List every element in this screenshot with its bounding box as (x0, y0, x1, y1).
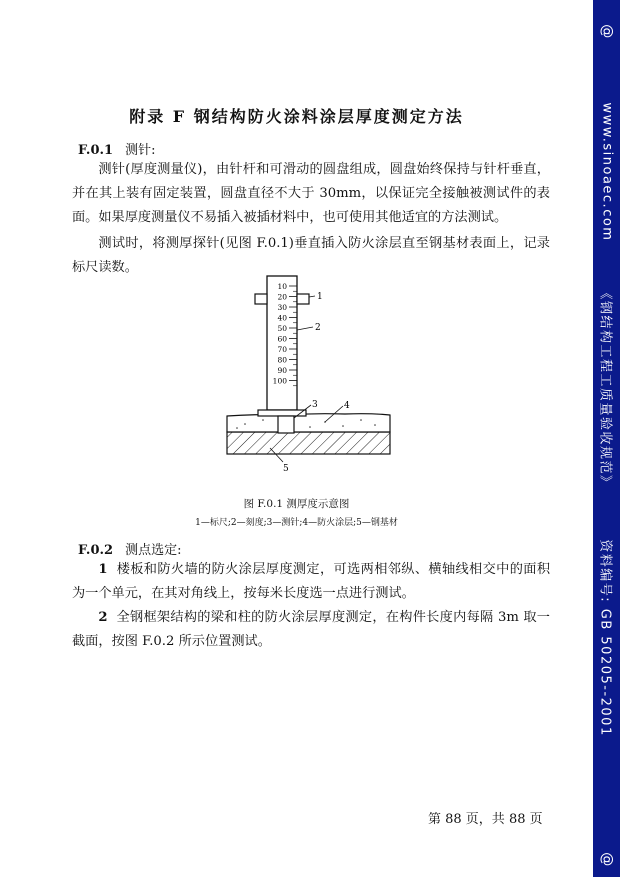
section-f01-number: F.0.1 (78, 143, 114, 158)
sliding-disc (258, 410, 306, 416)
gauge-clamp-left (255, 294, 267, 304)
gauge-clamp-right (297, 294, 309, 304)
section-f02-item-1 (72, 558, 550, 606)
steel-substrate (227, 432, 390, 454)
sidebar-at-bottom: @ (598, 852, 615, 868)
gauge-tick-label: 60 (277, 334, 287, 344)
section-f01-paragraph-2: 测试时，将测厚探针(见图 F.0.1)垂直插入防火涂层直至钢基材表面上，记录标尺读数。 (72, 236, 550, 275)
probe-needle (278, 416, 294, 433)
sidebar-website: www.sinoaec.com (599, 102, 614, 242)
section-f01-paragraph-1: 测针(厚度测量仪)，由针杆和可滑动的圆盘组成，圆盘始终保持与针杆垂直，并在其上装有固定装置，圆盘直径不大于 30mm，以保证完全接触被测试件的表面。如果厚度测量仪不易插入被插材料中，也可使用其他适宜的方法测试。 (72, 162, 550, 225)
figure-label-4: 4 (344, 401, 350, 411)
sidebar-at-top: @ (598, 24, 615, 40)
figure-legend: 1—标尺;2—刻度;3—测针;4—防火涂层;5—钢基材 (195, 518, 398, 528)
figure-caption: 图 F.0.1 测厚度示意图 (243, 498, 350, 510)
section-f01-heading (78, 139, 155, 158)
figure-label-3: 3 (312, 400, 318, 410)
section-f02-item-2 (72, 606, 550, 654)
item-1-text: 楼板和防火墙的防火涂层厚度测定，可选两相邻纵、横轴线相交中的面积为一个单元，在其对角线上，按每米长度选一点进行测试。 (72, 562, 551, 601)
thickness-gauge-diagram (215, 268, 395, 473)
gauge-tick-label: 100 (272, 376, 287, 386)
figure-label-2: 2 (315, 323, 321, 333)
page-footer: 第 88 页，共 88 页 (428, 812, 543, 827)
gauge-tick-label: 50 (277, 324, 287, 333)
gauge-tick-label: 80 (277, 355, 287, 365)
gauge-tick-label: 10 (277, 282, 287, 291)
fire-coating-layer (227, 414, 390, 432)
section-f02-number: F.0.2 (78, 543, 114, 558)
figure-label-5: 5 (283, 464, 289, 473)
gauge-tick-label: 90 (277, 366, 287, 375)
gauge-tick-label: 20 (277, 292, 287, 302)
item-1-number: 1 (98, 562, 108, 577)
section-f02-title: 测点选定: (125, 543, 182, 558)
section-f01-title: 测针: (125, 143, 156, 158)
page-title: 附录 F 钢结构防火涂料涂层厚度测定方法 (129, 107, 464, 126)
item-2-number: 2 (98, 610, 108, 625)
sidebar-book-title: 《钢结构工程工质量验收规范》 (597, 286, 612, 490)
sidebar-doc-number: 资料编号: GB 50205--2001 (597, 539, 612, 737)
figure-label-1: 1 (317, 292, 323, 302)
gauge-tick-label: 30 (277, 303, 287, 312)
section-f02-heading (78, 539, 181, 558)
gauge-tick-label: 70 (277, 345, 287, 354)
gauge-tick-label: 40 (277, 313, 287, 323)
item-2-text: 全钢框架结构的梁和柱的防火涂层厚度测定，在构件长度内每隔 3m 取一截面，按图 F.0.2 所示位置测试。 (72, 610, 550, 649)
sidebar-banner (593, 0, 620, 877)
